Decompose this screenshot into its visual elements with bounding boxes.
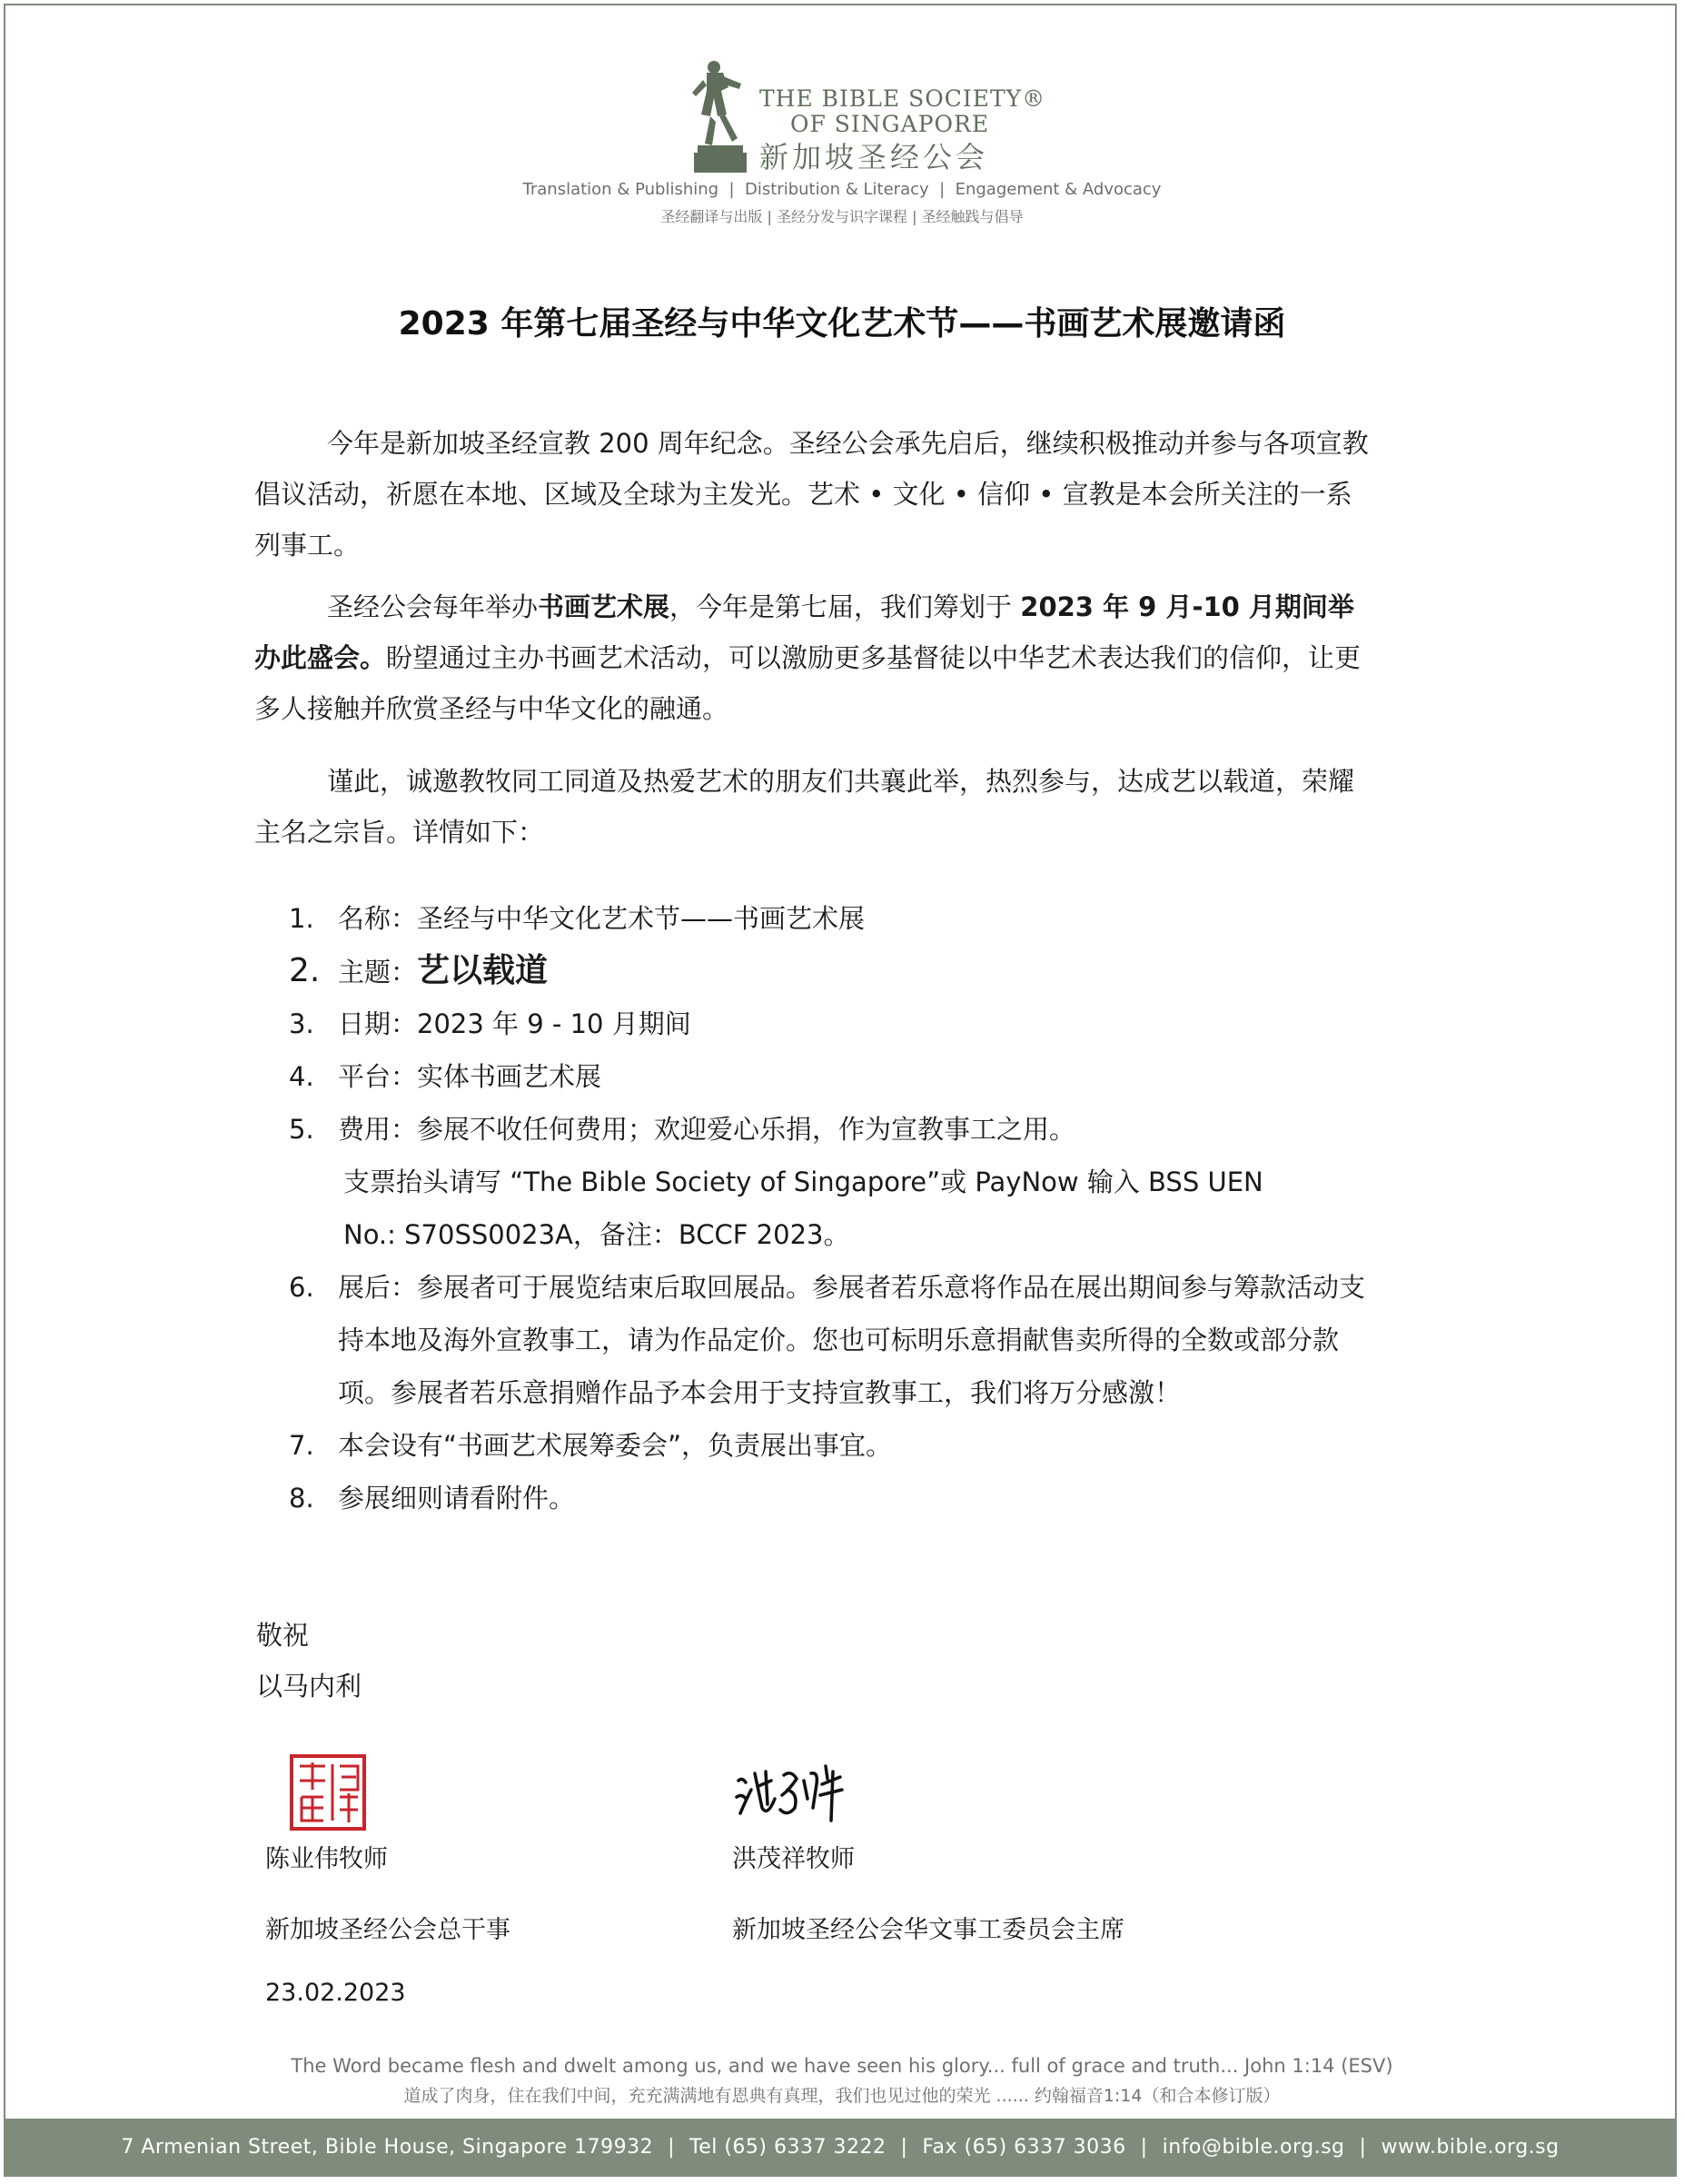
- letter-date: 23.02.2023: [265, 1979, 406, 2007]
- list-item-text: 平台：实体书画艺术展: [338, 1061, 602, 1092]
- footer-tel: Tel (65) 6337 3222: [689, 2136, 887, 2159]
- list-item-number: 8.: [289, 1483, 314, 1514]
- paragraph-2-text-c: ，今年是第七届，我们筹划于: [669, 591, 1021, 622]
- list-item-number: 2.: [289, 952, 321, 989]
- org-name-chinese: 新加坡圣经公会: [759, 140, 989, 174]
- paragraph-3-text-a: 谨此，诚邀教牧同工同道及热爱艺术的朋友们: [327, 766, 855, 797]
- list-item-text: 费用：参展不收任何费用；欢迎爱心乐捐，作为宣教事工之用。: [338, 1114, 1076, 1145]
- list-item-number: 5.: [289, 1114, 314, 1145]
- closing-blessing: 以马内利: [256, 1671, 362, 1702]
- tagline-chinese: 圣经翻译与出版 | 圣经分发与识字课程 | 圣经触践与倡导: [660, 208, 1024, 225]
- footer-address: 7 Armenian Street, Bible House, Singapore 179932: [121, 2136, 654, 2159]
- paragraph-exhibition: [254, 581, 1372, 734]
- list-item: [289, 945, 1379, 998]
- list-item-number: 3.: [289, 1008, 314, 1039]
- paragraph-3-text-c: 热烈参与: [986, 766, 1092, 797]
- paragraph-2-text-a: 圣经公会每年举办: [327, 591, 539, 622]
- list-item: [289, 892, 1379, 945]
- paragraph-3-text-e: 详情如下：: [412, 817, 545, 848]
- paragraph-2-text-e: 盼望通过主办书画艺术活动，可以激励更多基督徒以中华艺术表达我们的信仰，让更多人接触并欣赏圣经与中华文化的融通。: [254, 642, 1362, 724]
- footer-website-link[interactable]: www.bible.org.sg: [1381, 2136, 1560, 2159]
- footer-verse-english: The Word became flesh and dwelt among us, and we have seen his glory... full of grace and truth... John 1:14 (ESV): [291, 2055, 1393, 2077]
- list-item: [289, 1261, 1379, 1419]
- document-title: 2023 年第七届圣经与中华文化艺术节——书画艺术展邀请函: [398, 305, 1286, 342]
- list-item: [289, 998, 1379, 1050]
- list-item-text: 本会设有“书画艺术展筹委会”，负责展出事宜。: [338, 1430, 893, 1461]
- paragraph-1-lead: 今年是新加坡圣经宣教 200 周年纪念。: [327, 428, 789, 459]
- footer-contact-bar: 7 Armenian Street, Bible House, Singapore 179932 | Tel (65) 6337 3222 | Fax (65) 6337 3036 | info@bible.org.sg | www.bible.org.sg: [5, 2119, 1675, 2177]
- footer-email-link[interactable]: info@bible.org.sg: [1162, 2136, 1345, 2159]
- signatory-left-title: 新加坡圣经公会总干事: [265, 1916, 510, 1944]
- list-item-number: 7.: [289, 1430, 314, 1461]
- footer-verse-chinese: 道成了肉身，住在我们中间，充充满满地有恩典有真理，我们也见过他的荣光 ...... 约翰福音1:14（和合本修订版）: [403, 2086, 1281, 2106]
- list-item-text: 日期：2023 年 9 - 10 月期间: [338, 1008, 691, 1039]
- list-item: [289, 1419, 1379, 1472]
- payment-instructions-line1: 支票抬头请写 “The Bible Society of Singapore”或 PayNow 输入 BSS UEN: [343, 1166, 1263, 1197]
- list-item: [289, 1103, 1379, 1156]
- paragraph-3-text-b: 共襄此举，: [854, 766, 986, 797]
- handwritten-signature: [731, 1753, 858, 1826]
- paragraph-3-text-d: ，达成艺以载道，荣耀主名之宗旨。: [254, 766, 1355, 848]
- closing-greeting: 敬祝: [256, 1620, 310, 1651]
- signatory-right-title: 新加坡圣经公会华文事工委员会主席: [732, 1916, 1124, 1944]
- list-item-text: 展后：参展者可于展览结束后取回展品。参展者若乐意将作品在展出期间参与筹款活动支持本地及海外宣教事工，请为作品定价。您也可标明乐意捐献售卖所得的全数或部分款项。参展者若乐意捐赠作品予本会用于支持宣教事工，我们将万分感激！: [338, 1272, 1366, 1408]
- list-item-label: 主题：: [338, 957, 418, 988]
- paragraph-1-text: 圣经公会承先启后，继续积极推动并参与各项宣教倡议活动，祈愿在本地、区域及全球为主发光。艺术 • 文化 • 信仰 • 宣教是本会所关注的一系列事工。: [254, 428, 1369, 561]
- paragraph-2-bold-exhibition: 书画艺术展: [538, 591, 670, 622]
- paragraph-2-bold-dates: 2023 年 9 月-10 月期间举办此盛会。: [254, 591, 1354, 673]
- signatory-left-name: 陈业伟牧师: [265, 1845, 388, 1873]
- list-item: [289, 1472, 1379, 1524]
- list-item-text: 名称：圣经与中华文化艺术节——书画艺术展: [338, 903, 866, 934]
- list-item: [289, 1050, 1379, 1103]
- paragraph-anniversary: [254, 418, 1372, 571]
- signatory-right-name: 洪茂祥牧师: [732, 1845, 855, 1873]
- list-item-number: 1.: [289, 903, 314, 934]
- list-item-number: 4.: [289, 1061, 314, 1092]
- footer-fax: Fax (65) 6337 3036: [922, 2136, 1126, 2159]
- paragraph-invitation: [254, 756, 1372, 858]
- details-list: [289, 892, 1379, 1524]
- red-seal-stamp: [289, 1753, 367, 1832]
- org-name-line2: OF SINGAPORE: [790, 111, 990, 137]
- org-name-line1: THE BIBLE SOCIETY®: [759, 85, 1046, 112]
- payment-instructions-line2: No.: S70SS0023A，备注：BCCF 2023。: [343, 1219, 850, 1250]
- list-item-text: 参展细则请看附件。: [338, 1483, 576, 1514]
- list-item-number: 6.: [289, 1272, 314, 1303]
- list-item-theme: 艺以载道: [417, 952, 549, 989]
- tagline-english: Translation & Publishing | Distribution & Literacy | Engagement & Advocacy: [522, 180, 1162, 199]
